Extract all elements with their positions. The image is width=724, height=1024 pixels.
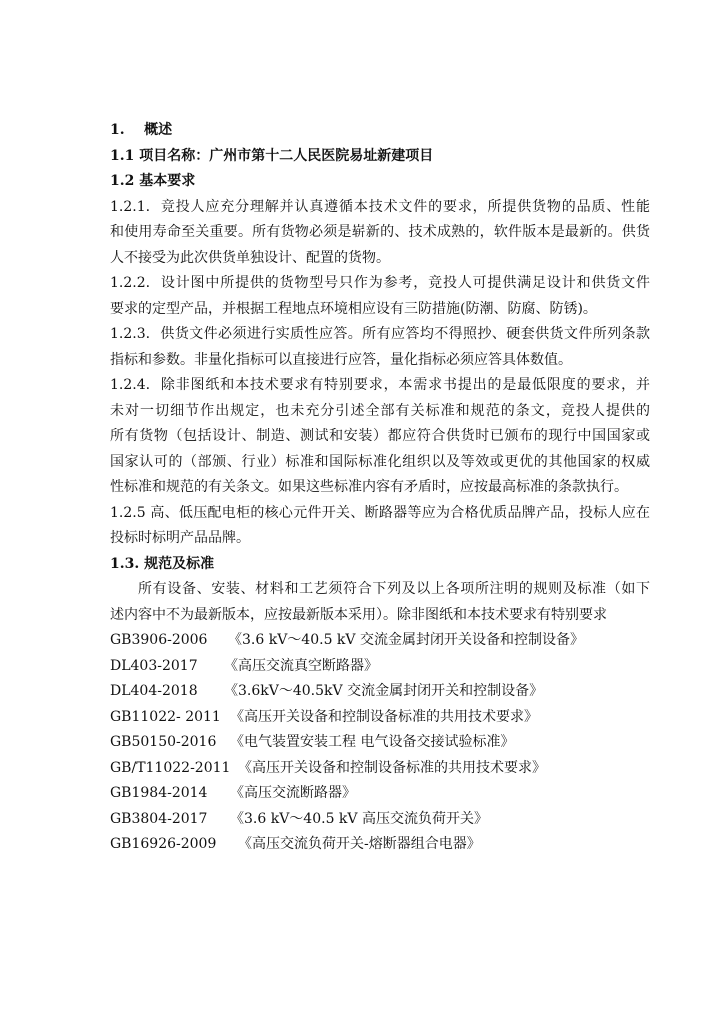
standard-title: 《高压交流真空断路器》 — [224, 657, 378, 674]
paragraph-line: 投标时标明产品品牌。 — [110, 530, 250, 546]
paragraph-line: 国家认可的（部颁、行业）标准和国际标准化组织以及等效或更优的其他国家的权威 — [110, 453, 650, 470]
paragraph-line — [110, 373, 650, 399]
standard-code: GB3804-2017 — [110, 810, 208, 827]
paragraph-line: 未对一切细节作出规定，也未充分引述全部有关标准和规范的条文，竞投人提供的 — [110, 402, 650, 419]
standard-title: 《高压开关设备和控制设备标准的共用技术要求》 — [230, 708, 538, 725]
standard-entry — [110, 756, 650, 782]
standard-title: 《高压交流断路器》 — [230, 785, 356, 801]
section-number: 1. — [110, 122, 125, 138]
clause-number: 1.2.1. — [110, 198, 151, 215]
section-heading-overview — [110, 118, 650, 144]
clause-number: 1.2.4. — [110, 377, 151, 393]
standard-code: GB50150-2016 — [110, 734, 217, 750]
paragraph-line — [110, 195, 650, 221]
standard-entry — [110, 781, 650, 807]
standard-code: GB11022- 2011 — [110, 708, 221, 725]
paragraph-line: 所有货物（包括设计、制造、测试和安装）都应符合供货时已颁布的现行中国国家或 — [110, 428, 650, 444]
paragraph-line: 人不接受为此次供货单独设计、配置的货物。 — [110, 249, 390, 266]
standard-entry — [110, 807, 650, 833]
standard-title: 《高压交流负荷开关-熔断器组合电器》 — [238, 836, 481, 852]
standard-entry — [110, 730, 650, 756]
standard-code: GB16926-2009 — [110, 836, 217, 852]
project-name-heading: 1.1 项目名称：广州市第十二人民医院易址新建项目 — [110, 147, 434, 164]
standard-title: 《3.6kV～40.5kV 交流金属封闭开关和控制设备》 — [224, 683, 544, 699]
standard-code: GB3906-2006 — [110, 632, 208, 648]
standard-code: GB1984-2014 — [110, 785, 208, 801]
paragraph-line: 1.2.5 高、低压配电柜的核心元件开关、断路器等应为合格优质品牌产品，投标人应在 — [110, 504, 650, 521]
document-page — [110, 118, 650, 858]
standard-title: 《高压开关设备和控制设备标准的共用技术要求》 — [238, 759, 546, 776]
paragraph-line: 性标准和规范的有关条文。如果这些标准内容有矛盾时，应按最高标准的条款执行。 — [110, 479, 628, 495]
paragraph-line: 和使用寿命至关重要。所有货物必须是崭新的、技术成熟的，软件版本是最新的。供货 — [110, 224, 650, 240]
standard-entry — [110, 679, 650, 705]
clause-number: 1.2.3. — [110, 326, 151, 342]
standard-entry — [110, 832, 650, 858]
paragraph-line — [110, 322, 650, 348]
standard-entry — [110, 654, 650, 680]
section-title: 概述 — [144, 122, 173, 138]
clause-number: 1.2.2. — [110, 275, 151, 291]
clause-text: 供货文件必须进行实质性应答。所有应答均不得照抄、硬套供货文件所列条款 — [160, 326, 650, 342]
standard-title: 《3.6 kV～40.5 kV 高压交流负荷开关》 — [230, 810, 488, 827]
standard-entry — [110, 705, 650, 731]
clause-text: 竞投人应充分理解并认真遵循本技术文件的要求，所提供货物的品质、性能 — [160, 198, 650, 215]
standard-title: 《电气装置安装工程 电气设备交接试验标准》 — [230, 734, 515, 750]
paragraph-line: 要求的定型产品，并根据工程地点环境相应设有三防措施(防潮、防腐、防锈)。 — [110, 300, 597, 317]
standards-heading: 1.3. 规范及标准 — [110, 555, 215, 572]
paragraph-line: 指标和参数。非量化指标可以直接进行应答，量化指标必须应答具体数值。 — [110, 351, 572, 368]
standard-code: DL404-2018 — [110, 683, 198, 699]
clause-text: 设计图中所提供的货物型号只作为参考，竞投人可提供满足设计和供货文件 — [160, 275, 650, 291]
paragraph-line — [110, 271, 650, 297]
standard-code: GB/T11022-2011 — [110, 759, 231, 776]
paragraph-line: 所有设备、安装、材料和工艺须符合下列及以上各项所注明的规则及标准（如下 — [138, 581, 650, 597]
basic-requirements-heading: 1.2 基本要求 — [110, 173, 196, 189]
standard-entry — [110, 628, 650, 654]
paragraph-line: 述内容中不为最新版本，应按最新版本采用）。除非图纸和本技术要求有特别要求 — [110, 606, 607, 623]
standard-code: DL403-2017 — [110, 657, 198, 674]
clause-text: 除非图纸和本技术要求有特别要求，本需求书提出的是最低限度的要求，并 — [160, 377, 650, 393]
standard-title: 《3.6 kV～40.5 kV 交流金属封闭开关设备和控制设备》 — [228, 632, 584, 648]
